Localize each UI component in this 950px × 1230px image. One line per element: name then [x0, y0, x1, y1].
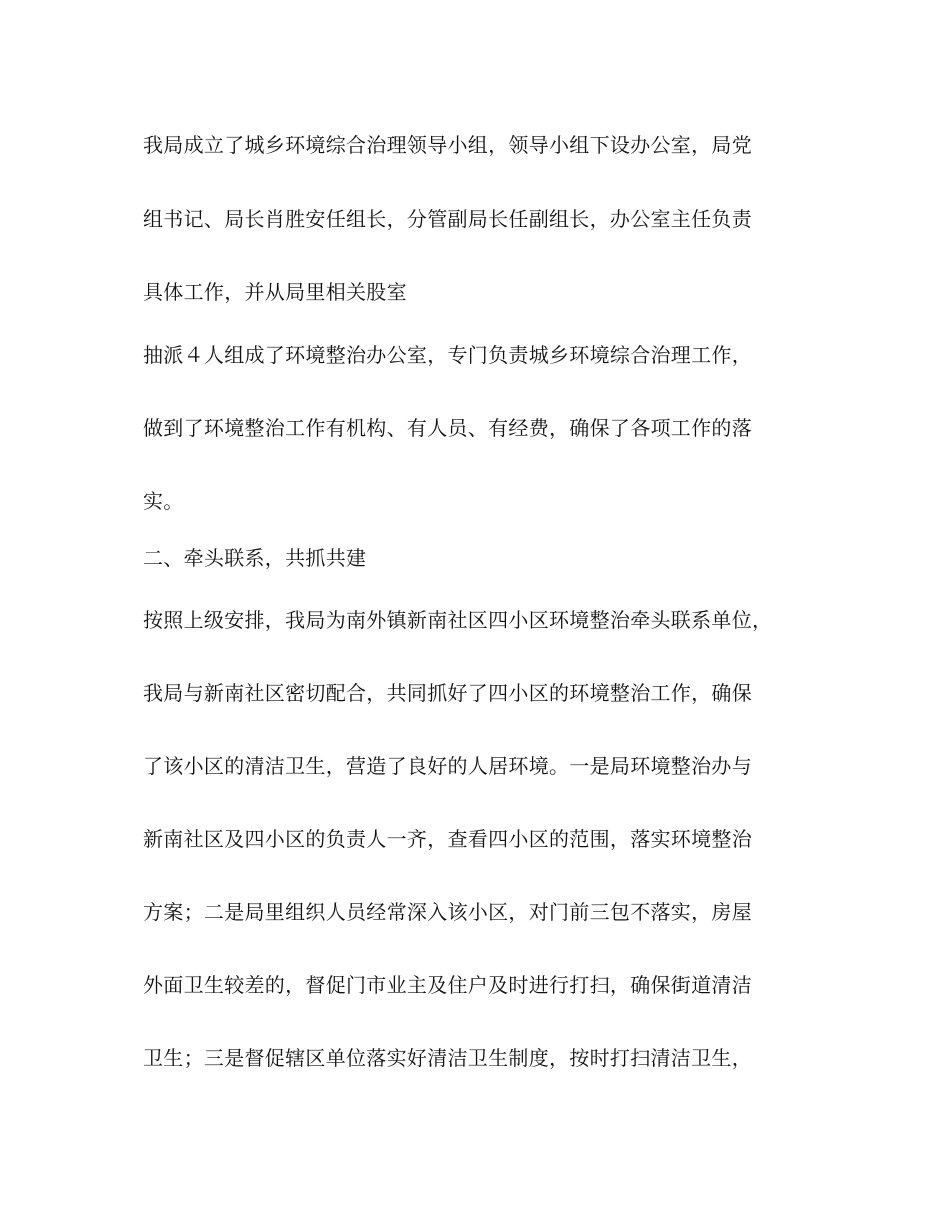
section-heading: 二、牵头联系，共抓共建	[143, 546, 367, 570]
paragraph-line: 方案；二是局里组织人员经常深入该小区，对门前三包不落实，房屋	[143, 900, 752, 924]
paragraph-line: 实。	[143, 489, 184, 513]
paragraph-line: 做到了环境整治工作有机构、有人员、有经费，确保了各项工作的落	[143, 416, 752, 440]
paragraph-line: 卫生；三是督促辖区单位落实好清洁卫生制度，按时打扫清洁卫生，	[143, 1046, 752, 1070]
paragraph-line: 了该小区的清洁卫生，营造了良好的人居环境。一是局环境整治办与	[143, 754, 752, 778]
paragraph-line: 外面卫生较差的，督促门市业主及住户及时进行打扫，确保街道清洁	[143, 973, 752, 997]
paragraph-line: 我局成立了城乡环境综合治理领导小组，领导小组下设办公室，局党	[143, 133, 752, 157]
paragraph-line: 我局与新南社区密切配合，共同抓好了四小区的环境整治工作，确保	[143, 681, 752, 705]
paragraph-line: 按照上级安排，我局为南外镇新南社区四小区环境整治牵头联系单位，	[143, 608, 773, 632]
paragraph-line: 组书记、局长肖胜安任组长，分管副局长任副组长，办公室主任负责	[143, 207, 752, 231]
paragraph-line: 新南社区及四小区的负责人一齐，查看四小区的范围，落实环境整治	[143, 827, 752, 851]
paragraph-line: 抽派４人组成了环境整治办公室，专门负责城乡环境综合治理工作，	[143, 343, 752, 367]
paragraph-line: 具体工作，并从局里相关股室	[143, 280, 407, 304]
